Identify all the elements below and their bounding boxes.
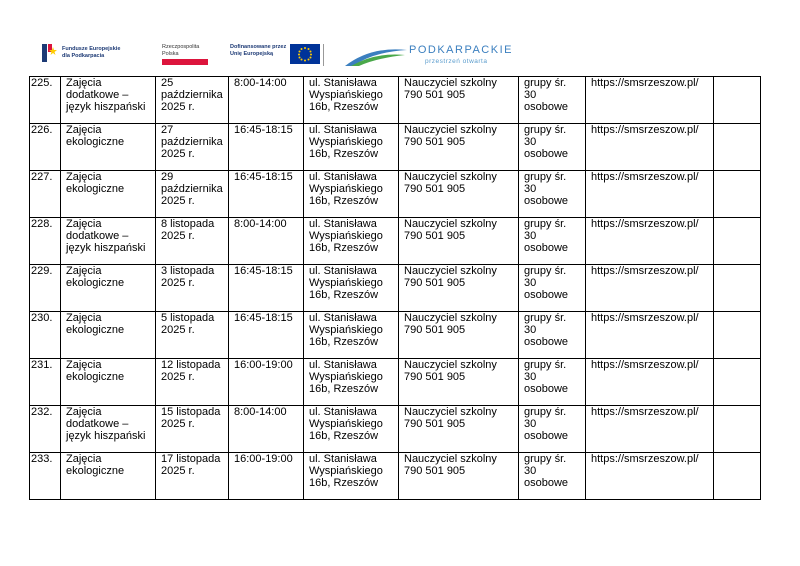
group-size-cell: grupy śr. 30 osobowe xyxy=(519,218,586,265)
time-cell: 8:00-14:00 xyxy=(229,406,304,453)
extra-cell xyxy=(714,171,761,218)
group-size-cell: grupy śr. 30 osobowe xyxy=(519,359,586,406)
eu-line1: Dofinansowane przez xyxy=(230,44,287,50)
extra-cell xyxy=(714,265,761,312)
group-size-cell: grupy śr. 30 osobowe xyxy=(519,312,586,359)
date-cell: 8 listopada 2025 r. xyxy=(156,218,229,265)
time-cell: 8:00-14:00 xyxy=(229,218,304,265)
contact-cell: Nauczyciel szkolny 790 501 905 xyxy=(399,171,519,218)
fe-star-icon xyxy=(40,42,58,64)
extra-cell xyxy=(714,406,761,453)
activity-cell: Zajęcia ekologiczne xyxy=(61,453,156,500)
table-row xyxy=(30,359,761,406)
group-size-cell: grupy śr. 30 osobowe xyxy=(519,124,586,171)
activity-cell: Zajęcia ekologiczne xyxy=(61,124,156,171)
row-number: 225. xyxy=(30,77,61,124)
table-row xyxy=(30,171,761,218)
table-row xyxy=(30,77,761,124)
row-number: 230. xyxy=(30,312,61,359)
table-row xyxy=(30,265,761,312)
row-number: 232. xyxy=(30,406,61,453)
activity-cell: Zajęcia dodatkowe – język hiszpański xyxy=(61,218,156,265)
rp-line2: Polska xyxy=(162,51,179,57)
logo-header xyxy=(0,0,800,75)
activity-cell: Zajęcia dodatkowe – język hiszpański xyxy=(61,77,156,124)
website-cell: https://smsrzeszow.pl/ xyxy=(586,77,714,124)
contact-cell: Nauczyciel szkolny 790 501 905 xyxy=(399,312,519,359)
website-cell: https://smsrzeszow.pl/ xyxy=(586,265,714,312)
time-cell: 8:00-14:00 xyxy=(229,77,304,124)
address-cell: ul. Stanisława Wyspiańskiego 16b, Rzeszów xyxy=(304,406,399,453)
time-cell: 16:00-19:00 xyxy=(229,359,304,406)
logo-divider xyxy=(323,44,324,66)
time-cell: 16:45-18:15 xyxy=(229,171,304,218)
extra-cell xyxy=(714,359,761,406)
contact-cell: Nauczyciel szkolny 790 501 905 xyxy=(399,453,519,500)
contact-cell: Nauczyciel szkolny 790 501 905 xyxy=(399,406,519,453)
eu-line2: Unię Europejską xyxy=(230,51,274,57)
extra-cell xyxy=(714,453,761,500)
group-size-cell: grupy śr. 30 osobowe xyxy=(519,453,586,500)
date-cell: 27 października 2025 r. xyxy=(156,124,229,171)
activity-cell: Zajęcia ekologiczne xyxy=(61,312,156,359)
date-cell: 5 listopada 2025 r. xyxy=(156,312,229,359)
contact-cell: Nauczyciel szkolny 790 501 905 xyxy=(399,359,519,406)
table-row xyxy=(30,406,761,453)
website-cell: https://smsrzeszow.pl/ xyxy=(586,171,714,218)
extra-cell xyxy=(714,77,761,124)
activity-cell: Zajęcia dodatkowe – język hiszpański xyxy=(61,406,156,453)
logo-podkarpackie xyxy=(343,42,513,70)
schedule-rows xyxy=(30,77,761,500)
website-cell: https://smsrzeszow.pl/ xyxy=(586,312,714,359)
pl-flag-icon xyxy=(162,59,208,65)
address-cell: ul. Stanisława Wyspiańskiego 16b, Rzeszów xyxy=(304,171,399,218)
time-cell: 16:45-18:15 xyxy=(229,265,304,312)
row-number: 233. xyxy=(30,453,61,500)
address-cell: ul. Stanisława Wyspiańskiego 16b, Rzeszów xyxy=(304,124,399,171)
table-row xyxy=(30,453,761,500)
date-cell: 15 listopada 2025 r. xyxy=(156,406,229,453)
website-cell: https://smsrzeszow.pl/ xyxy=(586,359,714,406)
activity-cell: Zajęcia ekologiczne xyxy=(61,171,156,218)
address-cell: ul. Stanisława Wyspiańskiego 16b, Rzeszów xyxy=(304,312,399,359)
website-cell: https://smsrzeszow.pl/ xyxy=(586,406,714,453)
extra-cell xyxy=(714,124,761,171)
contact-cell: Nauczyciel szkolny 790 501 905 xyxy=(399,265,519,312)
table-row xyxy=(30,124,761,171)
schedule-table xyxy=(29,76,761,500)
podkarpackie-tagline: przestrzeń otwarta xyxy=(425,58,488,65)
address-cell: ul. Stanisława Wyspiańskiego 16b, Rzeszów xyxy=(304,77,399,124)
address-cell: ul. Stanisława Wyspiańskiego 16b, Rzeszów xyxy=(304,359,399,406)
fe-line2: dla Podkarpacia xyxy=(62,53,105,59)
date-cell: 3 listopada 2025 r. xyxy=(156,265,229,312)
address-cell: ul. Stanisława Wyspiańskiego 16b, Rzeszów xyxy=(304,265,399,312)
activity-cell: Zajęcia ekologiczne xyxy=(61,265,156,312)
table-row xyxy=(30,218,761,265)
date-cell: 25 października 2025 r. xyxy=(156,77,229,124)
website-cell: https://smsrzeszow.pl/ xyxy=(586,453,714,500)
fe-line1: Fundusze Europejskie xyxy=(62,46,121,52)
date-cell: 29 października 2025 r. xyxy=(156,171,229,218)
group-size-cell: grupy śr. 30 osobowe xyxy=(519,77,586,124)
website-cell: https://smsrzeszow.pl/ xyxy=(586,218,714,265)
group-size-cell: grupy śr. 30 osobowe xyxy=(519,171,586,218)
address-cell: ul. Stanisława Wyspiańskiego 16b, Rzeszów xyxy=(304,453,399,500)
time-cell: 16:45-18:15 xyxy=(229,124,304,171)
logo-rzeczpospolita-polska xyxy=(162,44,208,65)
website-cell: https://smsrzeszow.pl/ xyxy=(586,124,714,171)
row-number: 227. xyxy=(30,171,61,218)
table-row xyxy=(30,312,761,359)
eu-flag-icon xyxy=(290,44,320,64)
contact-cell: Nauczyciel szkolny 790 501 905 xyxy=(399,218,519,265)
podkarpackie-name: PODKARPACKIE xyxy=(409,44,513,56)
group-size-cell: grupy śr. 30 osobowe xyxy=(519,265,586,312)
time-cell: 16:45-18:15 xyxy=(229,312,304,359)
row-number: 231. xyxy=(30,359,61,406)
date-cell: 17 listopada 2025 r. xyxy=(156,453,229,500)
extra-cell xyxy=(714,218,761,265)
date-cell: 12 listopada 2025 r. xyxy=(156,359,229,406)
row-number: 229. xyxy=(30,265,61,312)
row-number: 228. xyxy=(30,218,61,265)
extra-cell xyxy=(714,312,761,359)
contact-cell: Nauczyciel szkolny 790 501 905 xyxy=(399,77,519,124)
logo-unia-europejska xyxy=(230,44,320,64)
podkarpackie-swoosh-icon xyxy=(343,42,409,70)
rp-line1: Rzeczpospolita xyxy=(162,44,200,50)
group-size-cell: grupy śr. 30 osobowe xyxy=(519,406,586,453)
logo-fundusze-europejskie xyxy=(40,40,120,66)
activity-cell: Zajęcia ekologiczne xyxy=(61,359,156,406)
contact-cell: Nauczyciel szkolny 790 501 905 xyxy=(399,124,519,171)
address-cell: ul. Stanisława Wyspiańskiego 16b, Rzeszów xyxy=(304,218,399,265)
row-number: 226. xyxy=(30,124,61,171)
time-cell: 16:00-19:00 xyxy=(229,453,304,500)
